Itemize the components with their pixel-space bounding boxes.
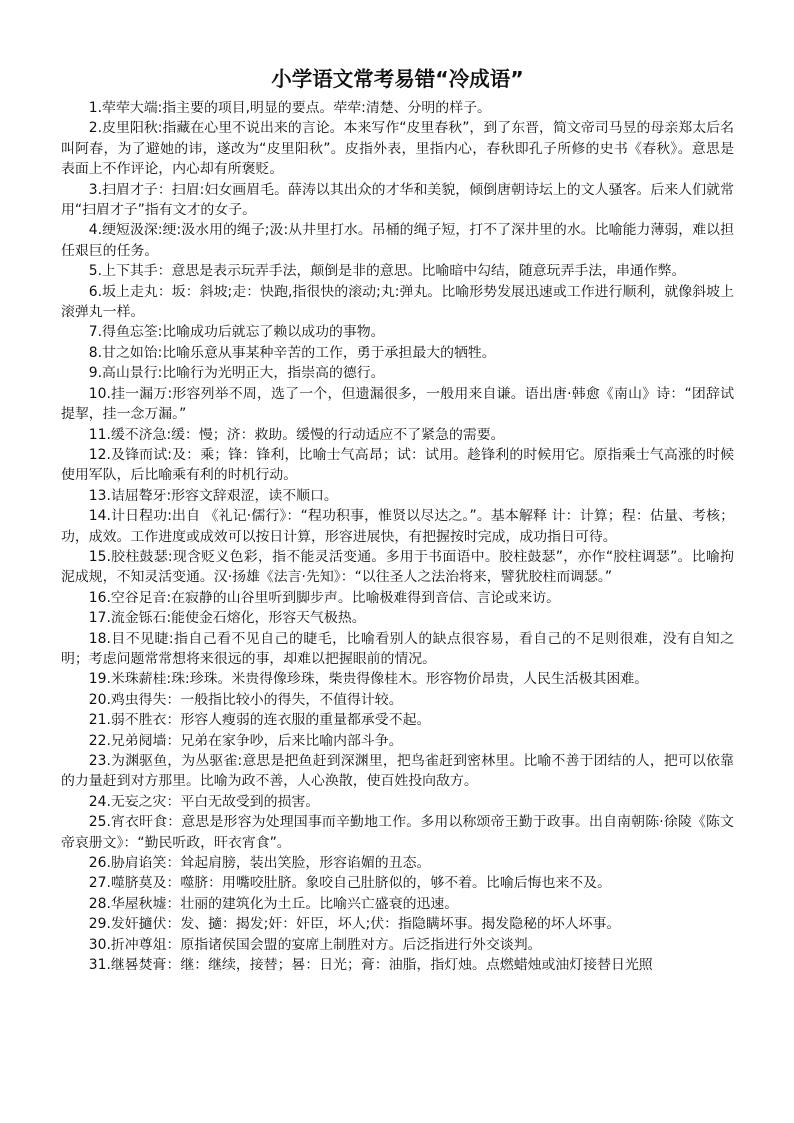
idiom-entry: 23.为渊驱鱼，为丛驱雀:意思是把鱼赶到深渊里，把鸟雀赶到密林里。比喻不善于团结的人，把可以依靠的力量赶到对方那里。比喻为政不善，人心涣散，使百姓投向敌方。 [61,753,734,790]
idiom-entry: 4.绠短汲深:绠:汲水用的绳子;汲:从井里打水。吊桶的绳子短，打不了深井里的水。比喻能力薄弱，难以担任艰巨的任务。 [61,222,734,259]
idiom-list [61,98,734,975]
idiom-entry: 3.扫眉才子：扫眉:妇女画眉毛。薛涛以其出众的才华和美貌，倾倒唐朝诗坛上的文人骚客。后来人们就常用“扫眉才子”指有文才的女子。 [61,181,734,219]
idiom-entry: 25.宵衣旰食：意思是形容为处理国事而辛勤地工作。多用以称颂帝王勤于政事。出自南朝陈·徐陵《陈文帝哀册文》：“勤民听政，旰衣宵食”。 [61,814,734,851]
idiom-entry: 15.胶柱鼓瑟:现含贬义色彩，指不能灵活变通。多用于书面语中。胶柱鼓瑟”，亦作“胶柱调瑟”。比喻拘泥成规，不知灵活变通。汉·扬雄《法言·先知》：“以往圣人之法治将来，譬犹胶柱而调瑟。” [61,548,734,586]
idiom-entry: 8.甘之如饴:比喻乐意从事某种辛苦的工作，勇于承担最大的牺牲。 [88,344,496,361]
idiom-entry: 9.高山景行:比喻行为光明正大，指崇高的德行。 [88,365,385,382]
idiom-entry: 10.挂一漏万:形容列举不周，选了一个，但遗漏很多，一般用来自谦。语出唐·韩愈《南山》诗：“团辞试提挈，挂一念万漏。” [61,385,734,423]
idiom-entry: 17.流金铄石:能使金石熔化，形容天气极热。 [88,610,366,627]
document-title: 小学语文常考易错“冷成语” [271,67,524,91]
idiom-entry: 18.目不见睫:指自己看不见自己的睫毛，比喻看别人的缺点很容易，看自己的不足则很难，没有自知之明；考虑问题常常想将来很远的事，却难以把握眼前的情况。 [61,630,734,667]
idiom-entry: 6.坂上走丸：坂：斜坡;走：快跑,指很快的滚动;丸:弹丸。比喻形势发展迅速或工作进行顺利，就像斜坡上滚弹丸一样。 [61,283,734,321]
idiom-entry: 2.皮里阳秋:指藏在心里不说出来的言论。本来写作“皮里春秋”，到了东晋，简文帝司马昱的母亲郑太后名叫阿春，为了避她的讳，遂改为“皮里阳秋”。皮指外表，里指内心，春秋即孔子所修的史书《春秋》。意思是表面上不作评论，内心却有所褒贬。 [61,120,734,178]
idiom-entry: 13.诘屈聱牙:形容文辞艰涩，读不顺口。 [88,487,338,504]
idiom-entry: 11.缓不济急:缓：慢；济：救助。缓慢的行动适应不了紧急的需要。 [88,426,505,443]
idiom-entry: 26.胁肩谄笑：耸起肩膀，装出笑脸，形容谄媚的丑态。 [88,855,431,872]
idiom-entry: 1.荦荦大端:指主要的项目,明显的要点。荦荦:清楚、分明的样子。 [88,100,491,116]
idiom-entry: 16.空谷足音:在寂静的山谷里听到脚步声。比喻极难得到音信、言论或来访。 [88,589,561,606]
idiom-entry: 30.折冲尊俎：原指诸侯国会盟的宴席上制胜对方。后泛指进行外交谈判。 [88,936,542,953]
idiom-entry: 12.及锋而试:及：乘；锋：锋利，比喻士气高昂；试：试用。趁锋利的时候用它。原指乘士气高涨的时候使用军队，后比喻乘有利的时机行动。 [61,446,734,484]
idiom-entry: 5.上下其手：意思是表示玩弄手法，颠倒是非的意思。比喻暗中勾结，随意玩弄手法，串通作弊。 [88,263,686,280]
idiom-entry: 29.发奸擿伏：发、擿：揭发;奸：奸臣，坏人;伏：指隐瞒坏事。揭发隐秘的坏人坏事。 [88,916,621,933]
idiom-entry: 27.噬脐莫及：噬脐：用嘴咬肚脐。象咬自己肚脐似的，够不着。比喻后悔也来不及。 [88,875,611,892]
idiom-entry: 14.计日程功:出自 《礼记·儒行》：“程功积事，惟贤以尽达之。”。基本解释 计：计算；程：估量、考核；功，成效。工作进度或成效可以按日计算，形容进展快，有把握按时完成，成功指日可待。 [61,508,734,545]
idiom-entry: 20.鸡虫得失：一般指比较小的得失，不值得计较。 [88,691,403,708]
idiom-entry: 19.米珠薪桂:珠:珍珠。米贵得像珍珠，柴贵得像桂木。形容物价昂贵，人民生活极其困难。 [88,671,649,688]
idiom-entry: 22.兄弟阋墙：兄弟在家争吵，后来比喻内部斗争。 [88,732,403,749]
idiom-entry: 7.得鱼忘筌:比喻成功后就忘了赖以成功的事物。 [88,324,385,341]
idiom-entry: 28.华屋秋墟：壮丽的建筑化为土丘。比喻兴亡盛衰的迅速。 [88,895,459,912]
idiom-entry: 21.弱不胜衣：形容人瘦弱的连衣服的重量都承受不起。 [88,712,431,729]
idiom-entry: 31.继晷焚膏：继：继续，接替；晷：日光；膏：油脂，指灯烛。点燃蜡烛或油灯接替日光照 [88,957,653,974]
idiom-entry: 24.无妄之灾：平白无故受到的损害。 [88,793,320,810]
